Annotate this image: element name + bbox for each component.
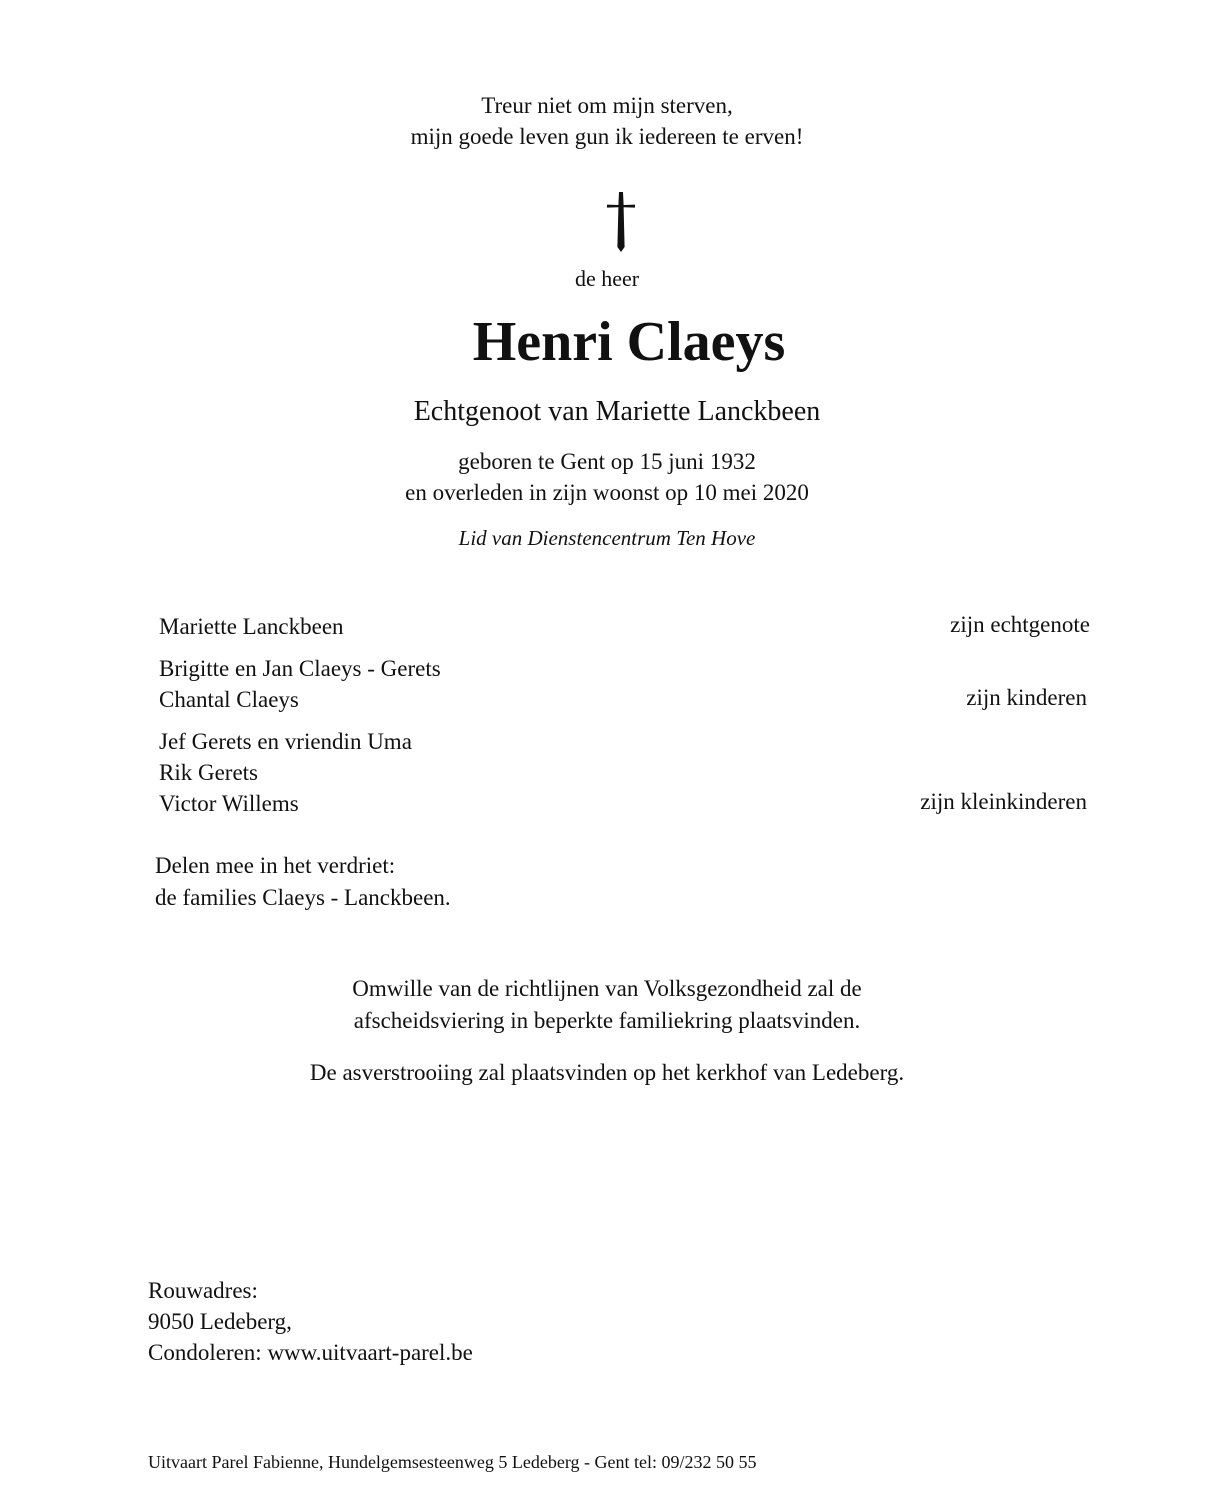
family-name: Jef Gerets en vriendin Uma: [159, 729, 412, 754]
family-name: Mariette Lanckbeen: [159, 614, 344, 639]
family-relation-spouse: zijn echtgenote: [950, 612, 1090, 637]
address-city: 9050 Ledeberg,: [148, 1309, 292, 1334]
notice-line-2: afscheidsviering in beperkte familiekring plaatsvinden.: [353, 1008, 861, 1033]
address-label: Rouwadres:: [148, 1278, 258, 1303]
family-group-grandchildren: [159, 726, 412, 819]
family-group-children: [159, 653, 441, 715]
family-name: Victor Willems: [159, 791, 299, 816]
ceremony-notice: [0, 973, 1214, 1037]
latin-cross-icon: [597, 192, 645, 252]
share-line-1: Delen mee in het verdriet:: [155, 853, 396, 878]
ash-scattering-notice: De asverstrooiing zal plaatsvinden op het kerkhof van Ledeberg.: [309, 1060, 905, 1085]
verse-line-1: Treur niet om mijn sterven,: [481, 93, 733, 118]
mourning-address: [148, 1275, 473, 1368]
death-line: en overleden in zijn woonst op 10 mei 2020: [405, 480, 809, 505]
honorific: de heer: [574, 266, 640, 291]
life-dates: [0, 446, 1214, 508]
opening-verse: [0, 90, 1214, 152]
family-group-spouse: [159, 611, 344, 642]
condolences-link[interactable]: Condoleren: www.uitvaart-parel.be: [148, 1340, 473, 1365]
sharing-grief: [155, 850, 451, 914]
family-relation-children: zijn kinderen: [966, 685, 1087, 710]
birth-line: geboren te Gent op 15 juni 1932: [458, 449, 756, 474]
family-name: Chantal Claeys: [159, 687, 299, 712]
family-name: Brigitte en Jan Claeys - Gerets: [159, 656, 441, 681]
share-line-2: de families Claeys - Lanckbeen.: [155, 885, 451, 910]
family-relation-grandchildren: zijn kleinkinderen: [920, 789, 1087, 814]
deceased-name: Henri Claeys: [472, 311, 786, 373]
membership-line: Lid van Dienstencentrum Ten Hove: [458, 526, 756, 550]
verse-line-2: mijn goede leven gun ik iedereen te erven!: [410, 124, 804, 149]
notice-line-1: Omwille van de richtlijnen van Volksgezondheid zal de: [352, 976, 862, 1001]
funeral-home-footer: Uitvaart Parel Fabienne, Hundelgemsesteenweg 5 Ledeberg - Gent tel: 09/232 50 55: [148, 1452, 757, 1472]
family-name: Rik Gerets: [159, 760, 259, 785]
spouse-line: Echtgenoot van Mariette Lanckbeen: [413, 396, 821, 427]
